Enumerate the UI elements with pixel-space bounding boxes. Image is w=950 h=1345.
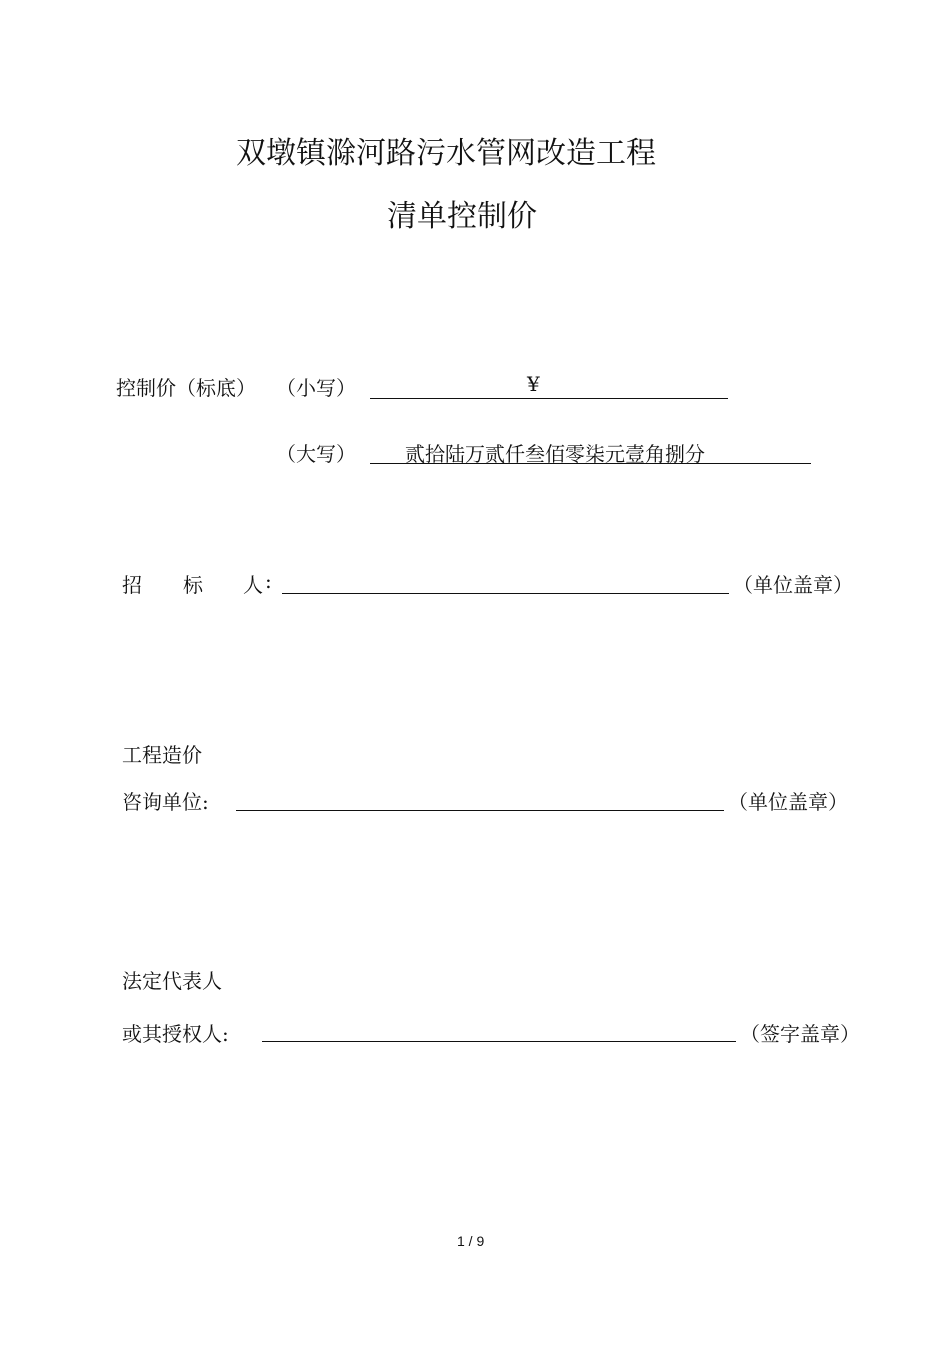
tenderer-label-char-2: 标 bbox=[183, 573, 203, 597]
control-price-label: 控制价（标底） bbox=[116, 376, 256, 400]
representative-label-line1: 法定代表人 bbox=[122, 969, 222, 993]
uppercase-label: （大写） bbox=[276, 442, 356, 466]
consultant-signature-line bbox=[236, 810, 724, 811]
tenderer-stamp-note: （单位盖章） bbox=[733, 573, 853, 597]
representative-label-line2: 或其授权人: bbox=[122, 1022, 229, 1046]
consultant-stamp-note: （单位盖章） bbox=[728, 790, 848, 814]
representative-signature-line bbox=[262, 1041, 736, 1042]
document-title: 双墩镇滁河路污水管网改造工程 bbox=[236, 136, 656, 171]
consultant-label-line1: 工程造价 bbox=[122, 743, 202, 767]
lowercase-label: （小写） bbox=[276, 376, 356, 400]
tenderer-label-char-3: 人 bbox=[243, 573, 263, 597]
consultant-label-line2: 咨询单位: bbox=[122, 790, 209, 814]
tenderer-signature-line bbox=[282, 593, 729, 594]
lowercase-underline bbox=[370, 398, 728, 399]
page-number: 1 / 9 bbox=[457, 1233, 485, 1249]
uppercase-underline bbox=[370, 463, 811, 464]
representative-sign-note: （签字盖章） bbox=[740, 1022, 860, 1046]
tenderer-label-char-1: 招 bbox=[122, 573, 142, 597]
document-subtitle: 清单控制价 bbox=[387, 199, 537, 234]
uppercase-value: 贰拾陆万贰仟叁佰零柒元壹角捌分 bbox=[405, 442, 705, 466]
tenderer-colon: : bbox=[265, 569, 272, 593]
lowercase-value: ¥ bbox=[527, 372, 540, 396]
